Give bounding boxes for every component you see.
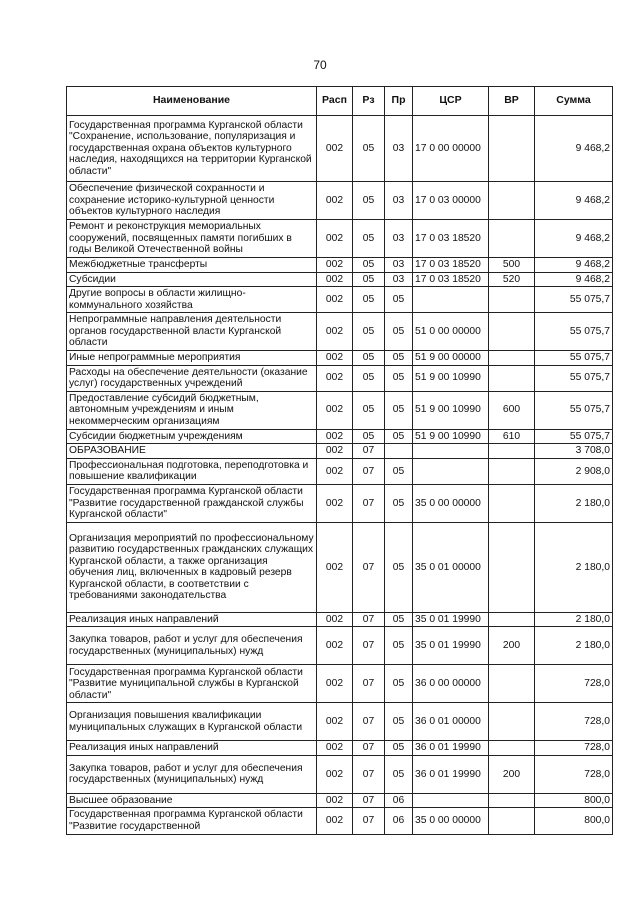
header-rz: Рз (353, 87, 385, 116)
cell-rasp: 002 (317, 627, 353, 665)
cell-vr: 200 (489, 627, 535, 665)
cell-name: Государственная программа Курганской области "Развитие муниципальной службы в Курганской области" (67, 665, 317, 703)
cell-name: ОБРАЗОВАНИЕ (67, 444, 317, 459)
cell-sum: 2 180,0 (535, 522, 613, 612)
cell-pr: 03 (385, 272, 413, 287)
header-rasp: Расп (317, 87, 353, 116)
cell-rz: 05 (353, 429, 385, 444)
cell-rz: 07 (353, 484, 385, 522)
cell-csr (413, 287, 489, 313)
cell-rasp: 002 (317, 793, 353, 808)
header-vr: ВР (489, 87, 535, 116)
cell-vr (489, 287, 535, 313)
table-row (67, 741, 613, 756)
cell-name: Межбюджетные трансферты (67, 258, 317, 273)
cell-pr: 05 (385, 755, 413, 793)
cell-csr: 51 9 00 10990 (413, 391, 489, 429)
table-row (67, 703, 613, 741)
cell-rasp: 002 (317, 808, 353, 834)
cell-sum: 9 468,2 (535, 220, 613, 258)
cell-rasp: 002 (317, 351, 353, 366)
table-row (67, 612, 613, 627)
cell-pr: 05 (385, 313, 413, 351)
cell-rasp: 002 (317, 458, 353, 484)
table-row (67, 808, 613, 834)
table-row (67, 258, 613, 273)
cell-name: Государственная программа Курганской области "Развитие государственной (67, 808, 317, 834)
table-row (67, 116, 613, 182)
cell-csr: 36 0 01 19990 (413, 741, 489, 756)
cell-csr: 51 9 00 00000 (413, 351, 489, 366)
cell-csr: 17 0 03 18520 (413, 220, 489, 258)
cell-rasp: 002 (317, 258, 353, 273)
cell-pr: 06 (385, 793, 413, 808)
cell-vr (489, 365, 535, 391)
cell-name: Иные непрограммные мероприятия (67, 351, 317, 366)
cell-pr: 06 (385, 808, 413, 834)
cell-vr (489, 703, 535, 741)
cell-name: Субсидии бюджетным учреждениям (67, 429, 317, 444)
table-row (67, 484, 613, 522)
cell-rasp: 002 (317, 444, 353, 459)
cell-vr (489, 522, 535, 612)
cell-pr: 05 (385, 287, 413, 313)
cell-rz: 05 (353, 287, 385, 313)
cell-rasp: 002 (317, 272, 353, 287)
cell-rz: 05 (353, 220, 385, 258)
cell-rasp: 002 (317, 522, 353, 612)
cell-rz: 05 (353, 272, 385, 287)
cell-csr (413, 458, 489, 484)
cell-csr: 35 0 01 00000 (413, 522, 489, 612)
cell-vr (489, 313, 535, 351)
cell-name: Реализация иных направлений (67, 612, 317, 627)
cell-vr: 200 (489, 755, 535, 793)
cell-vr: 520 (489, 272, 535, 287)
table-row (67, 755, 613, 793)
table-row (67, 313, 613, 351)
table-row (67, 458, 613, 484)
cell-name: Государственная программа Курганской области "Сохранение, использование, популяризация и государственная охрана объектов культурного наследия, находящихся на территории Курганской области" (67, 116, 317, 182)
cell-rasp: 002 (317, 612, 353, 627)
table-header-row (67, 87, 613, 116)
cell-sum: 9 468,2 (535, 258, 613, 273)
table-row (67, 627, 613, 665)
cell-name: Ремонт и реконструкция мемориальных сооружений, посвященных памяти погибших в годы Великой Отечественной войны (67, 220, 317, 258)
table-row (67, 182, 613, 220)
cell-rasp: 002 (317, 484, 353, 522)
cell-rasp: 002 (317, 116, 353, 182)
cell-name: Расходы на обеспечение деятельности (оказание услуг) государственных учреждений (67, 365, 317, 391)
cell-rasp: 002 (317, 741, 353, 756)
header-pr: Пр (385, 87, 413, 116)
cell-name: Государственная программа Курганской области "Развитие государственной гражданской службы Курганской области" (67, 484, 317, 522)
cell-sum: 2 180,0 (535, 612, 613, 627)
cell-csr: 51 9 00 10990 (413, 365, 489, 391)
table-row (67, 665, 613, 703)
cell-vr: 610 (489, 429, 535, 444)
cell-pr: 05 (385, 429, 413, 444)
table-body (67, 116, 613, 835)
table-row (67, 429, 613, 444)
cell-pr: 05 (385, 741, 413, 756)
cell-csr (413, 793, 489, 808)
cell-rasp: 002 (317, 391, 353, 429)
cell-rasp: 002 (317, 703, 353, 741)
cell-name: Организация повышения квалификации муниципальных служащих в Курганской области (67, 703, 317, 741)
cell-rz: 07 (353, 703, 385, 741)
cell-pr (385, 444, 413, 459)
cell-sum: 55 075,7 (535, 287, 613, 313)
cell-pr: 05 (385, 484, 413, 522)
cell-pr: 03 (385, 182, 413, 220)
cell-sum: 800,0 (535, 808, 613, 834)
cell-vr (489, 484, 535, 522)
budget-table (66, 86, 613, 835)
table-row (67, 351, 613, 366)
cell-sum: 728,0 (535, 741, 613, 756)
cell-name: Профессиональная подготовка, переподготовка и повышение квалификации (67, 458, 317, 484)
cell-pr: 03 (385, 220, 413, 258)
cell-sum: 3 708,0 (535, 444, 613, 459)
cell-rz: 07 (353, 755, 385, 793)
cell-rasp: 002 (317, 313, 353, 351)
cell-csr: 17 0 03 18520 (413, 272, 489, 287)
cell-sum: 9 468,2 (535, 182, 613, 220)
cell-sum: 9 468,2 (535, 272, 613, 287)
cell-rasp: 002 (317, 755, 353, 793)
cell-sum: 55 075,7 (535, 351, 613, 366)
cell-name: Другие вопросы в области жилищно-коммунального хозяйства (67, 287, 317, 313)
cell-csr: 17 0 03 18520 (413, 258, 489, 273)
cell-csr: 36 0 00 00000 (413, 665, 489, 703)
cell-vr (489, 612, 535, 627)
table-row (67, 391, 613, 429)
cell-sum: 800,0 (535, 793, 613, 808)
cell-vr (489, 444, 535, 459)
cell-rz: 07 (353, 741, 385, 756)
table-row (67, 793, 613, 808)
cell-rz: 07 (353, 808, 385, 834)
cell-csr: 35 0 00 00000 (413, 484, 489, 522)
cell-name: Субсидии (67, 272, 317, 287)
cell-csr: 51 9 00 10990 (413, 429, 489, 444)
table-row (67, 272, 613, 287)
cell-rz: 05 (353, 391, 385, 429)
cell-name: Организация мероприятий по профессиональному развитию государственных гражданских служащих Курганской области, а также организация обучения лиц, включенных в кадровый резерв Курганской области, в соответствии с требованиями законодательства (67, 522, 317, 612)
cell-rz: 07 (353, 627, 385, 665)
cell-name: Реализация иных направлений (67, 741, 317, 756)
cell-sum: 2 180,0 (535, 484, 613, 522)
cell-rz: 05 (353, 351, 385, 366)
cell-csr: 35 0 00 00000 (413, 808, 489, 834)
cell-name: Закупка товаров, работ и услуг для обеспечения государственных (муниципальных) нужд (67, 755, 317, 793)
cell-vr: 600 (489, 391, 535, 429)
cell-csr: 36 0 01 00000 (413, 703, 489, 741)
header-sum: Сумма (535, 87, 613, 116)
cell-rz: 05 (353, 116, 385, 182)
cell-vr (489, 351, 535, 366)
cell-vr (489, 458, 535, 484)
cell-rz: 05 (353, 258, 385, 273)
cell-sum: 55 075,7 (535, 313, 613, 351)
cell-name: Непрограммные направления деятельности органов государственной власти Курганской области (67, 313, 317, 351)
page-number: 70 (313, 58, 327, 72)
cell-pr: 05 (385, 391, 413, 429)
cell-rasp: 002 (317, 429, 353, 444)
cell-pr: 05 (385, 627, 413, 665)
cell-rz: 07 (353, 458, 385, 484)
cell-csr: 35 0 01 19990 (413, 612, 489, 627)
cell-pr: 03 (385, 258, 413, 273)
table-row (67, 287, 613, 313)
cell-sum: 2 180,0 (535, 627, 613, 665)
cell-vr (489, 220, 535, 258)
cell-sum: 2 908,0 (535, 458, 613, 484)
cell-rasp: 002 (317, 665, 353, 703)
cell-vr: 500 (489, 258, 535, 273)
cell-name: Высшее образование (67, 793, 317, 808)
cell-name: Предоставление субсидий бюджетным, автономным учреждениям и иным некоммерческим организациям (67, 391, 317, 429)
cell-pr: 05 (385, 458, 413, 484)
cell-rz: 07 (353, 444, 385, 459)
table-row (67, 522, 613, 612)
cell-rz: 07 (353, 665, 385, 703)
cell-rz: 07 (353, 522, 385, 612)
cell-rz: 05 (353, 365, 385, 391)
cell-rasp: 002 (317, 365, 353, 391)
header-name: Наименование (67, 87, 317, 116)
cell-csr (413, 444, 489, 459)
cell-sum: 55 075,7 (535, 391, 613, 429)
cell-pr: 05 (385, 612, 413, 627)
cell-csr: 17 0 00 00000 (413, 116, 489, 182)
table-row (67, 220, 613, 258)
cell-vr (489, 808, 535, 834)
cell-sum: 728,0 (535, 665, 613, 703)
cell-rasp: 002 (317, 287, 353, 313)
cell-sum: 728,0 (535, 703, 613, 741)
cell-vr (489, 182, 535, 220)
cell-pr: 05 (385, 522, 413, 612)
cell-rz: 05 (353, 313, 385, 351)
cell-sum: 55 075,7 (535, 365, 613, 391)
cell-rasp: 002 (317, 220, 353, 258)
header-csr: ЦСР (413, 87, 489, 116)
cell-pr: 05 (385, 351, 413, 366)
cell-name: Обеспечение физической сохранности и сохранение историко-культурной ценности объектов культурного наследия (67, 182, 317, 220)
cell-vr (489, 793, 535, 808)
cell-sum: 728,0 (535, 755, 613, 793)
cell-csr: 51 0 00 00000 (413, 313, 489, 351)
cell-name: Закупка товаров, работ и услуг для обеспечения государственных (муниципальных) нужд (67, 627, 317, 665)
cell-pr: 03 (385, 116, 413, 182)
cell-rz: 07 (353, 612, 385, 627)
table-row (67, 365, 613, 391)
cell-csr: 17 0 03 00000 (413, 182, 489, 220)
cell-vr (489, 665, 535, 703)
cell-csr: 35 0 01 19990 (413, 627, 489, 665)
cell-pr: 05 (385, 703, 413, 741)
cell-pr: 05 (385, 665, 413, 703)
table-row (67, 444, 613, 459)
cell-pr: 05 (385, 365, 413, 391)
cell-rz: 05 (353, 182, 385, 220)
cell-rz: 07 (353, 793, 385, 808)
cell-csr: 36 0 01 19990 (413, 755, 489, 793)
cell-rasp: 002 (317, 182, 353, 220)
cell-sum: 9 468,2 (535, 116, 613, 182)
cell-vr (489, 741, 535, 756)
cell-vr (489, 116, 535, 182)
cell-sum: 55 075,7 (535, 429, 613, 444)
